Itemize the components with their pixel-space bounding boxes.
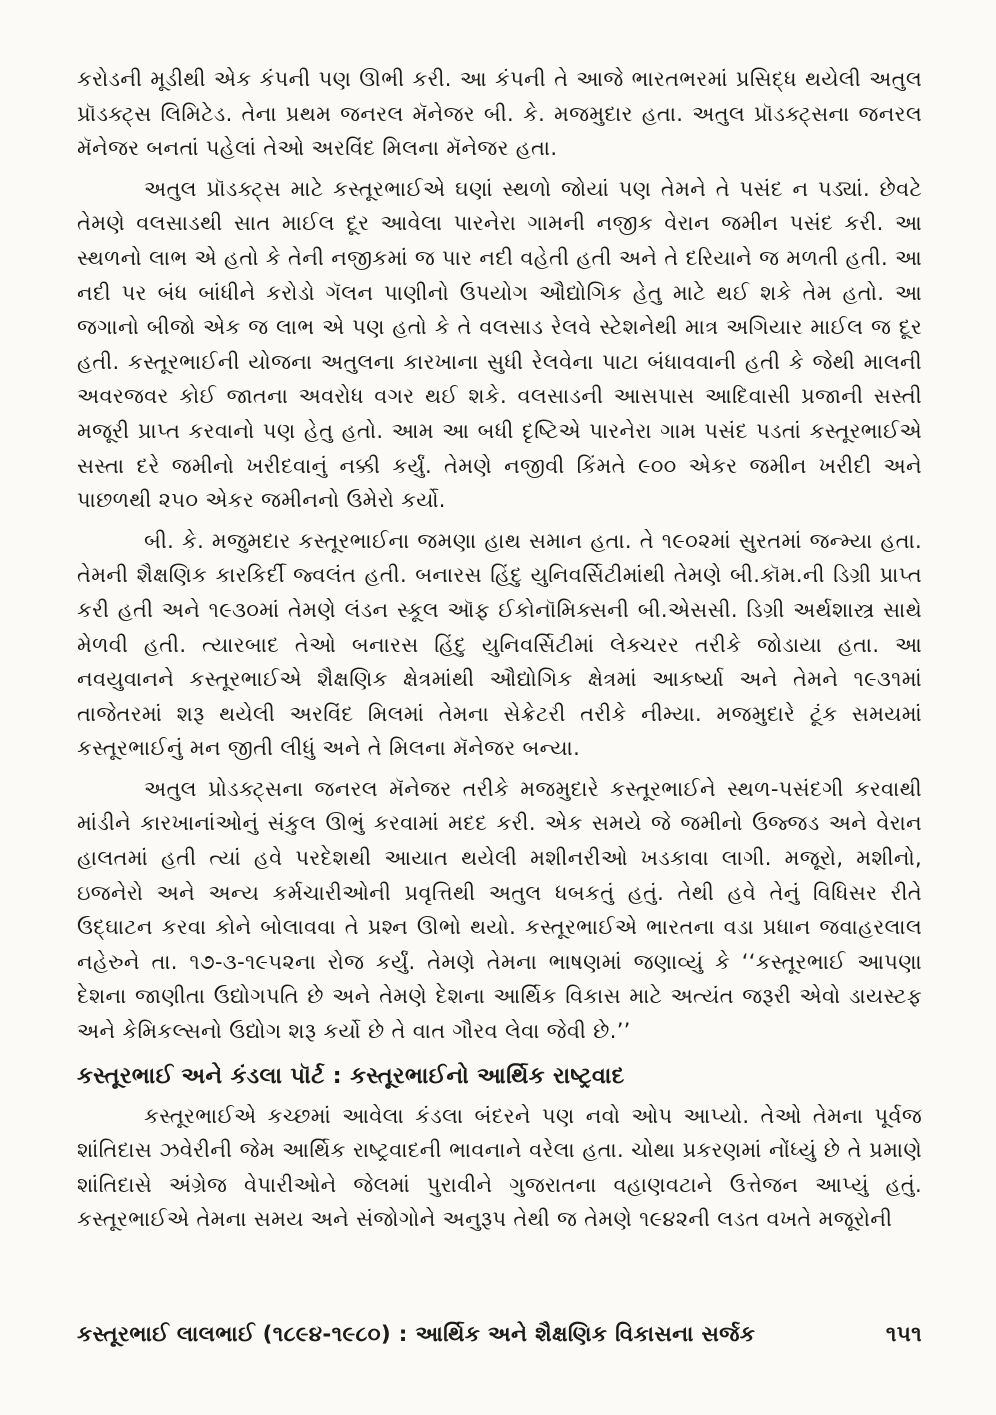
paragraph-3: બી. કે. મજુમદાર કસ્તૂરભાઈના જમણા હાથ સમાન હતા. તે ૧૯૦૨માં સુરતમાં જન્મ્યા હતા. તેમની શૈક્ષણિક કારકિર્દી જ્વલંત હતી. બનારસ હિંદુ યુનિવર્સિટીમાંથી તેમણે બી.કૉમ.ની ડિગ્રી પ્રાપ્ત કરી હતી અને ૧૯૩૦માં તેમણે લંડન સ્કૂલ ઑફ ઈકોનૉમિક્સની બી.એસસી. ડિગ્રી અર્થશાસ્ત્ર સાથે મેળવી હતી. ત્યારબાદ તેઓ બનારસ હિંદુ યુનિવર્સિટીમાં લેક્ચરર તરીકે જોડાયા હતા. આ નવયુવાનને કસ્તૂરભાઈએ શૈક્ષણિક ક્ષેત્રમાંથી ઔદ્યોગિક ક્ષેત્રમાં આકર્ષ્યા અને તેમને ૧૯૩૧માં તાજેતરમાં શરૂ થયેલી અરવિંદ મિલમાં તેમના સેક્રેટરી તરીકે નીમ્યા. મજમુદારે ટૂંક સમયમાં કસ્તૂરભાઈનું મન જીતી લીધું અને તે મિલના મૅનેજર બન્યા.: [77, 528, 922, 761]
page-body: [77, 62, 922, 1352]
paragraph-2: અતુલ પ્રૉડક્ટ્સ માટે કસ્તૂરભાઈએ ઘણાં સ્થળો જોયાં પણ તેમને તે પસંદ ન પડ્યાં. છેવટે તેમણે વલસાડથી સાત માઈલ દૂર આવેલા પારનેરા ગામની નજીક વેરાન જમીન પસંદ કરી. આ સ્થળનો લાભ એ હતો કે તેની નજીકમાં જ પાર નદી વહેતી હતી અને તે દરિયાને જ મળતી હતી. આ નદી પર બંધ બાંધીને કરોડો ગૅલન પાણીનો ઉપયોગ ઔદ્યોગિક હેતુ માટે થઈ શકે તેમ હતો. આ જગાનો બીજો એક જ લાભ એ પણ હતો કે તે વલસાડ રેલવે સ્ટેશનેથી માત્ર અગિયાર માઈલ જ દૂર હતી. કસ્તૂરભાઈની યોજના અતુલના કારખાના સુધી રેલવેના પાટા બંધાવવાની હતી કે જેથી માલની અવરજવર કોઈ જાતના અવરોધ વગર થઈ શકે. વલસાડની આસપાસ આદિવાસી પ્રજાની સસ્તી મજૂરી પ્રાપ્ત કરવાનો પણ હેતુ હતો. આમ આ બધી દૃષ્ટિએ પારનેરા ગામ પસંદ પડતાં કસ્તૂરભાઈએ સસ્તા દરે જમીનો ખરીદવાનું નક્કી કર્યું. તેમણે નજીવી કિંમતે ૯૦૦ એકર જમીન ખરીદી અને પાછળથી ૨૫૦ એકર જમીનનો ઉમેરો કર્યો.: [77, 176, 922, 513]
page-number: ૧૫૧: [885, 1322, 922, 1347]
section-paragraph: કસ્તૂરભાઈએ કચ્છમાં આવેલા કંડલા બંદરને પણ નવો ઓપ આપ્યો. તેઓ તેમના પૂર્વજ શાંતિદાસ ઝવેરીની જેમ આર્થિક રાષ્ટ્રવાદની ભાવનાને વરેલા હતા. ચોથા પ્રકરણમાં નોંધ્યું છે તે પ્રમાણે શાંતિદાસે અંગ્રેજ વેપારીઓને જેલમાં પુરાવીને ગુજરાતના વહાણવટાને ઉત્તેજન આપ્યું હતું. કસ્તૂરભાઈએ તેમના સમય અને સંજોગોને અનુરૂપ તેથી જ તેમણે ૧૯૪૨ની લડત વખતે મજૂરોની: [77, 1103, 922, 1232]
page-footer: [77, 1322, 922, 1347]
book-title: કસ્તૂરભાઈ લાલભાઈ (૧૮૯૪-૧૯૮૦) : આર્થિક અને શૈક્ષણિક વિકાસના સર્જક: [77, 1322, 756, 1347]
paragraph-1: કરોડની મૂડીથી એક કંપની પણ ઊભી કરી. આ કંપની તે આજે ભારતભરમાં પ્રસિદ્ધ થયેલી અતુલ પ્રૉડક્ટ્સ લિમિટેડ. તેના પ્રથમ જનરલ મૅનેજર બી. કે. મજમુદાર હતા. અતુલ પ્રૉડક્ટ્સના જનરલ મૅનેજર બનતાં પહેલાં તેઓ અરવિંદ મિલના મૅનેજર હતા.: [77, 67, 922, 161]
paragraph-4: અતુલ પ્રોડક્ટ્સના જનરલ મૅનેજર તરીકે મજમુદારે કસ્તૂરભાઈને સ્થળ-પસંદગી કરવાથી માંડીને કારખાનાંઓનું સંકુલ ઊભું કરવામાં મદદ કરી. એક સમયે જે જમીનો ઉજ્જડ અને વેરાન હાલતમાં હતી ત્યાં હવે પરદેશથી આયાત થયેલી મશીનરીઓ ખડકાવા લાગી. મજૂરો, મશીનો, ઇજનેરો અને અન્ય કર્મચારીઓની પ્રવૃત્તિથી અતુલ ધબકતું હતું. તેથી હવે તેનું વિધિસર રીતે ઉદ્ઘાટન કરવા કોને બોલાવવા તે પ્રશ્ન ઊભો થયો. કસ્તૂરભાઈએ ભારતના વડા પ્રધાન જવાહરલાલ નહેરુને તા. ૧૭-૩-૧૯૫૨ના રોજ કર્યું. તેમણે તેમના ભાષણમાં જણાવ્યું કે ‘‘કસ્તૂરભાઈ આપણા દેશના જાણીતા ઉદ્યોગપતિ છે અને તેમણે દેશના આર્થિક વિકાસ માટે અત્યંત જરૂરી એવો ડાયસ્ટફ અને કેમિકલ્સનો ઉદ્યોગ શરૂ કર્યો છે તે વાત ગૌરવ લેવા જેવી છે.’’: [77, 776, 922, 1044]
section-heading: કસ્તૂરભાઈ અને કંડલા પૉર્ટ : કસ્તૂરભાઈનો આર્થિક રાષ્ટ્રવાદ: [77, 1062, 625, 1089]
